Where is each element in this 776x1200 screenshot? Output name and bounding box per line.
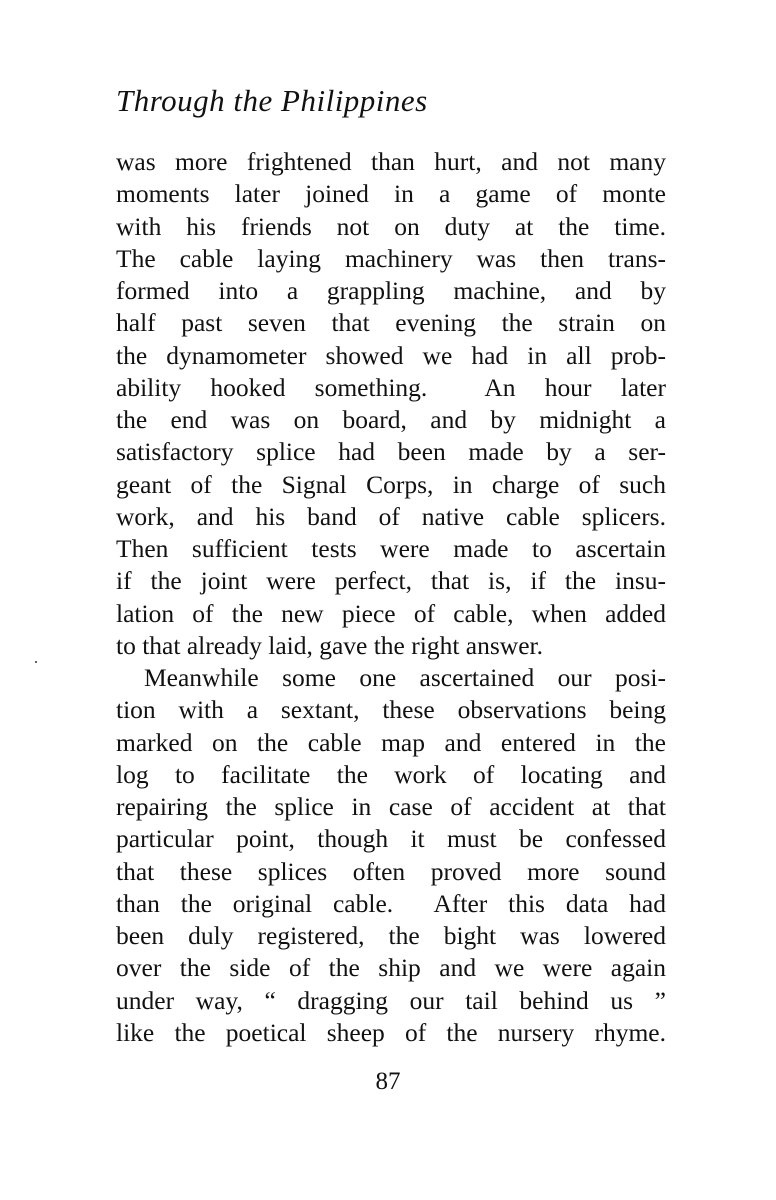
text-line: was more frightened than hurt, and not many xyxy=(116,147,666,176)
text-line: tion with a sextant, these observations being xyxy=(116,695,666,725)
text-line: been duly registered, the bight was lowered xyxy=(116,921,666,950)
text-line: marked on the cable map and entered in the xyxy=(116,727,666,757)
text-line: particular point, though it must be confessed xyxy=(116,824,666,854)
scan-speck xyxy=(35,661,37,663)
text-line: over the side of the ship and we were again xyxy=(116,953,666,983)
paragraph-2 xyxy=(116,662,666,1049)
page-number: 87 xyxy=(375,1068,401,1095)
text-line: that these splices often proved more sound xyxy=(116,856,666,886)
text-line: than the original cable. After this data had xyxy=(116,888,666,918)
text-line: moments later joined in a game of monte xyxy=(116,179,666,209)
text-line: Then sufficient tests were made to ascertain xyxy=(116,534,666,563)
text-line: The cable laying machinery was then trans- xyxy=(116,243,666,273)
body-text xyxy=(116,146,666,1049)
text-line: under way, “ dragging our tail behind us ” xyxy=(116,985,666,1015)
text-line: formed into a grappling machine, and by xyxy=(116,276,666,305)
text-line: lation of the new piece of cable, when added xyxy=(116,598,666,628)
text-line: satisfactory splice had been made by a ser- xyxy=(116,437,666,467)
text-line: log to facilitate the work of locating and xyxy=(116,759,666,789)
text-line: like the poetical sheep of the nursery rhyme. xyxy=(116,1017,666,1047)
running-head: Through the Philippines xyxy=(116,83,428,118)
text-line: ability hooked something. An hour later xyxy=(116,372,666,402)
text-line: repairing the splice in case of accident at that xyxy=(116,792,666,821)
text-line: the end was on board, and by midnight a xyxy=(116,405,666,434)
text-line: with his friends not on duty at the time. xyxy=(116,211,666,241)
text-line: the dynamometer showed we had in all prob- xyxy=(116,340,666,370)
text-line: half past seven that evening the strain on xyxy=(116,308,666,338)
text-line: Meanwhile some one ascertained our posi- xyxy=(144,663,666,692)
paragraph-1 xyxy=(116,146,666,662)
text-line: to that already laid, gave the right answer. xyxy=(116,630,543,660)
text-line: work, and his band of native cable splicers. xyxy=(116,501,666,531)
text-line: if the joint were perfect, that is, if the insu- xyxy=(116,566,666,596)
text-line: geant of the Signal Corps, in charge of such xyxy=(116,469,666,499)
